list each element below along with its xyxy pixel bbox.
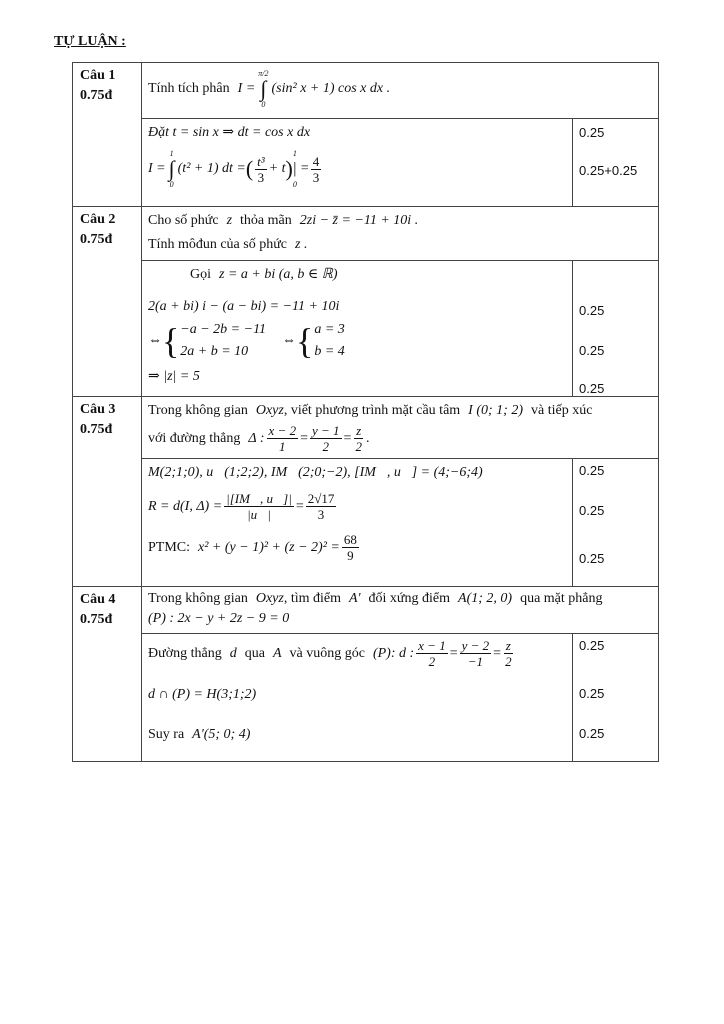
integral-lower-limit: 0 [261,100,266,109]
score-value: 0.25 [579,503,605,518]
fraction-numerator: z [505,638,511,653]
prompt-text: , viết phương trình mặt cầu tâm [283,403,461,418]
question-4-prompt [142,587,659,634]
solution-result: A'(5; 0; 4) [192,727,251,742]
score-value: 0.25 [579,726,605,741]
question-1-label-cell [73,63,142,207]
prompt-variable: z . [295,237,308,252]
solution-vectors: M(2;1;0), u⃗(1;2;2), IM⃗(2;0;−2), [IM⃗, u⃗] = (4;−6;4) [148,465,483,480]
system-row: b = 4 [314,344,345,359]
question-label: Câu 4 [80,592,116,607]
equivalence-arrow: ⇔ [282,333,297,348]
sphere-equation: x² + (y − 1)² + (z − 2)² = [198,539,340,555]
fraction-numerator: x − 2 [268,423,297,438]
question-2-label-cell [73,207,142,397]
fraction-denominator: 1 [279,439,286,454]
score-value: 0.25 [579,551,605,566]
question-4-solution: Đường thẳng d qua A và vuông góc (P) : d : $\frac{x - 1}{2}$ = $\frac{y - 2}{-1}$ = $\frac{z}{2}$ d ∩ (P) = H(3;1;2) Suy ra A'(5; 0; 4) [142,634,573,762]
question-2-prompt [142,207,659,261]
score-value: 0.25 [579,638,605,653]
solution-variable: d [229,645,237,661]
question-4-prompt-row [73,587,659,634]
integral-evaluation: I = 1 ∫ 0 (t² + 1) dt = ( $\frac{\text{t³}}{3}$ + t ) 1 | 0 = $\frac{4}{3}$ [148,149,320,189]
fraction-numerator: y − 1 [311,423,340,438]
question-3-solution-row [73,459,659,587]
question-1-prompt-row [73,63,659,119]
prompt-text: Tính môđun của số phức [148,237,288,252]
fraction-denominator: 2 [505,654,512,669]
question-2-solution [142,261,573,397]
solution-variable: A [272,645,282,661]
prompt-text: Trong không gian [148,403,248,418]
fraction-denominator: 2 [355,439,362,454]
question-4-label-cell [73,587,142,762]
integral-lower-limit: 0 [169,180,174,189]
prompt-point: A(1; 2, 0) [458,591,513,606]
system-1: { −a − 2b = −11 2a + b = 10 [162,321,267,361]
prompt-variable: Oxyz [255,403,284,418]
solution-text: Suy ra [148,727,185,742]
prompt-text: , tìm điểm [283,591,341,606]
question-4-scores [573,634,659,762]
question-3-prompt: Trong không gian Oxyz , viết phương trình mặt cầu tâm I (0; 1; 2) và tiếp xúc với đường thẳng Δ : $\frac{x - 2}{1}$ = $\frac{y - 1}{2}$ = $\frac{z}{2}$ . [142,397,659,459]
plane-name: (P) [372,645,391,661]
question-1-solution [142,119,573,207]
integral-upper-limit: π/2 [258,69,269,78]
integral-upper-limit: 1 [169,149,174,158]
fraction-denominator: −1 [467,654,484,669]
fraction-denominator: 2 [428,654,436,669]
evaluation-upper: 1 [292,149,297,158]
question-3-solution [142,459,573,587]
solution-text: và vuông góc [289,645,365,661]
fraction-denominator: 3 [312,169,320,185]
fraction-numerator: y − 2 [461,638,490,653]
prompt-text: Cho số phức [148,213,219,228]
solution-text: Gọi [190,267,211,282]
solution-integrand: (t² + 1) dt = [177,161,246,176]
fraction-numerator: t³ [257,153,265,169]
solution-lhs: I = [148,161,166,176]
question-label: Câu 1 [80,68,116,83]
intersection-point: d ∩ (P) = H(3;1;2) [148,687,257,702]
score-value: 0.25 [579,463,605,478]
prompt-text: Tính tích phân [148,81,230,96]
radius-lhs: R = d(I, Δ) = [148,498,223,514]
fraction-numerator: z [356,423,362,438]
prompt-text: qua mặt phẳng [520,591,603,606]
substitution-line [148,123,566,143]
integral-sign: π/2 ∫ 0 [258,69,269,109]
solution-text: Đường thẳng [148,645,222,661]
prompt-variable: z [226,213,233,228]
score-value: 0.25 [579,686,605,701]
score-value: 0.25 [579,303,605,318]
question-points: 0.75đ [80,232,113,247]
fraction-numerator: 68 [343,532,357,547]
question-3-scores [573,459,659,587]
prompt-text: thỏa mãn [240,213,292,228]
prompt-variable: Oxyz [255,591,284,606]
section-heading: TỰ LUẬN : [54,34,126,49]
prompt-point: A' [349,591,361,606]
fraction-denominator: 3 [317,507,325,522]
question-3-prompt-row [73,397,659,459]
question-2-prompt-row [73,207,659,261]
equals-sign: = [300,161,309,176]
solution-label: PTMC: [148,539,191,555]
antiderivative-fraction [255,154,267,185]
integral-sign: 1 ∫ 0 [168,149,175,189]
solution-math: z = a + bi (a, b ∈ ℝ) [219,267,338,282]
prompt-equation: 2zi − z̄ = −11 + 10i . [299,213,419,228]
equivalence-arrow: ⇔ [148,333,162,348]
fraction-denominator: 9 [347,548,354,563]
score-value: 0.25 [579,381,605,396]
prompt-text: với đường thẳng [148,430,241,446]
question-1-prompt [142,63,659,119]
prompt-point: I (0; 1; 2) [468,403,523,418]
score-value: 0.25+0.25 [579,163,638,178]
question-label: Câu 3 [80,402,116,417]
question-3-label-cell [73,397,142,587]
fraction-denominator: 3 [257,169,265,185]
integrand: (sin² x + 1) cos x dx . [271,81,391,96]
system-row: −a − 2b = −11 [180,322,267,337]
question-1-solution-row [73,119,659,207]
score-value: 0.25 [579,343,605,358]
plus-t: + t [268,161,286,176]
plane-equation: (P) : 2x − y + 2z − 9 = 0 [148,611,290,626]
evaluation-lower: 0 [292,180,297,189]
line-name: : d : [390,645,415,661]
prompt-text: Trong không gian [148,591,248,606]
fraction-numerator: 4 [312,153,320,169]
solution-text: qua [244,645,265,661]
score-value: 0.25 [579,125,605,140]
evaluation-bar: 1 | 0 [292,149,297,189]
solution-result: ⇒ |z| = 5 [148,369,200,384]
prompt-text: đối xứng điểm [368,591,451,606]
equals-sign: = [295,498,304,514]
question-points: 0.75đ [80,612,113,627]
fraction-denominator: 2 [322,439,329,454]
question-points: 0.75đ [80,422,113,437]
fraction-denominator: |u⃗| [247,507,271,522]
integral-lhs: I = [237,81,256,96]
solution-equation: 2(a + bi) i − (a − bi) = −11 + 10i [148,299,340,314]
substitution-text: Đặt t = sin x ⇒ dt = cos x dx [148,125,311,140]
fraction-numerator: 2√17 [307,491,335,506]
question-points: 0.75đ [80,88,113,103]
answer-table [72,62,659,762]
fraction-numerator: |[IM⃗, u⃗]| [226,491,292,506]
equation-systems [148,319,566,363]
question-4-solution-row [73,634,659,762]
system-row: a = 3 [314,322,345,337]
question-2-scores [573,261,659,397]
question-2-solution-row [73,261,659,397]
line-name: Δ : [248,430,265,446]
question-label: Câu 2 [80,212,116,227]
system-2: { a = 3 b = 4 [296,321,345,361]
system-row: 2a + b = 10 [180,344,249,359]
question-1-scores [573,119,659,207]
result-fraction [311,154,322,185]
fraction-numerator: x − 1 [418,638,446,653]
prompt-text: và tiếp xúc [530,403,593,418]
